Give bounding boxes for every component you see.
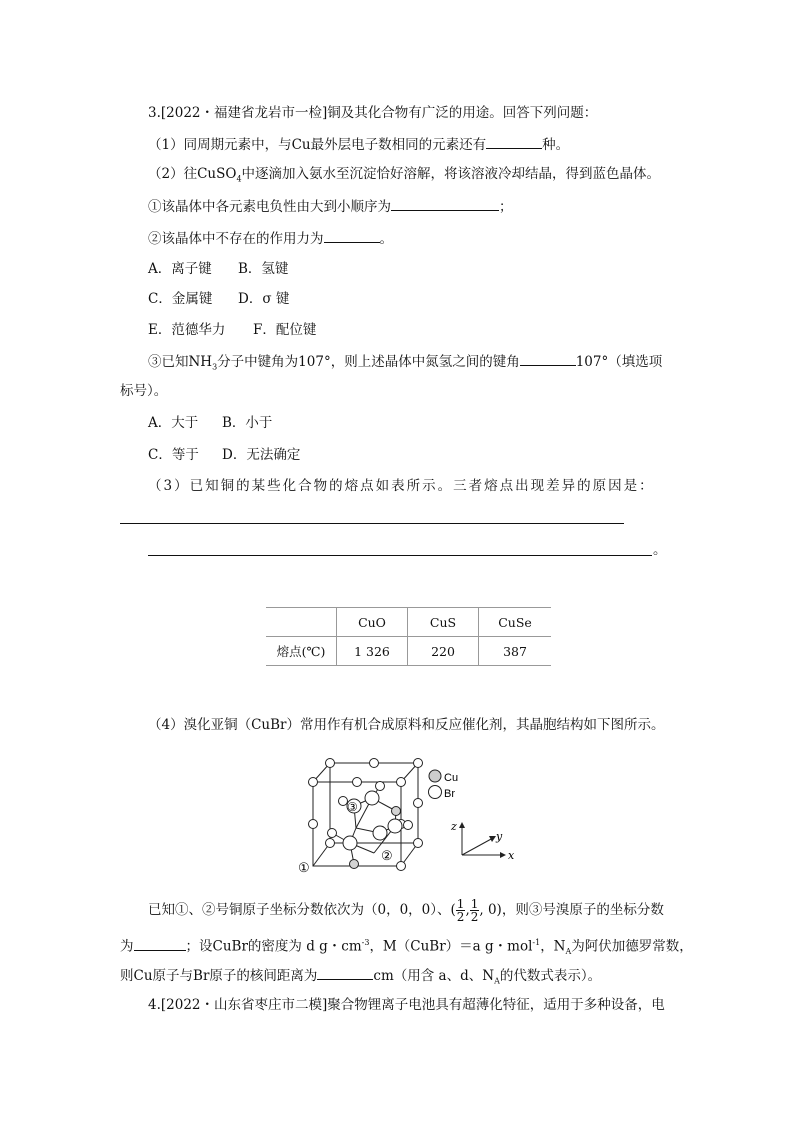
- label-1: ①: [298, 861, 310, 876]
- q3-part2-text: （2）往CuSO: [148, 166, 237, 182]
- table-cell: 220: [408, 637, 479, 666]
- q3-coord-text-b: , 0)，则③号溴原子的坐标分数: [479, 902, 664, 918]
- subscript: 3: [212, 362, 218, 372]
- axis-z-label: z: [451, 820, 457, 833]
- option-D: D．σ 键: [238, 291, 290, 307]
- punct: 。: [379, 231, 393, 247]
- q3-part2-sub2-text: ②该晶体中不存在的作用力为: [148, 231, 324, 247]
- option-B: B．氢键: [238, 261, 289, 277]
- q3-density-line: [120, 934, 693, 961]
- table-row: [266, 637, 551, 666]
- option-C: C．金属键: [148, 291, 213, 307]
- q3-distance-text-b: cm（用含 a、d、N: [373, 968, 495, 984]
- subscript: A: [565, 947, 572, 957]
- q3-density-text-d: ，N: [540, 938, 566, 955]
- table-header-cell: [266, 608, 337, 637]
- q3-part4: （4）溴化亚铜（CuBr）常用作有机合成原料和反应催化剂，其晶胞结构如下图所示。: [148, 717, 665, 733]
- table-header-row: [266, 608, 551, 637]
- frac-den: 2: [470, 910, 479, 924]
- punct: ；: [499, 199, 513, 215]
- label-3: ③: [347, 800, 358, 814]
- q3-density-text-b: ；设CuBr的密度为 d g・cm: [185, 938, 362, 955]
- q3-part1: [148, 135, 569, 154]
- answer-line[interactable]: [148, 555, 652, 556]
- table-cell: 387: [479, 637, 552, 666]
- answer-blank[interactable]: [134, 937, 186, 951]
- q3-part2: [148, 165, 660, 189]
- answer-blank[interactable]: [486, 135, 542, 149]
- frac-num: 1: [456, 897, 465, 911]
- question-3-title: 3.[2022・福建省龙岩市一检]铜及其化合物有广泛的用途。回答下列问题：: [148, 105, 598, 121]
- table-header-cell: CuO: [337, 608, 408, 637]
- superscript: -3: [361, 938, 370, 947]
- q3-part2-sub3-cont: 标号）。: [120, 383, 168, 399]
- q3-coord-line: [148, 898, 664, 923]
- q3-part3: （3）已知铜的某些化合物的熔点如表所示。三者熔点出现差异的原因是：: [148, 478, 655, 494]
- frac-den: 2: [456, 910, 465, 924]
- answer-blank[interactable]: [520, 352, 576, 366]
- subscript: A: [494, 976, 500, 986]
- q3-density-text-e: 为阿伏加德罗常数，: [571, 938, 693, 955]
- q3-distance-text: 则Cu原子与Br原子的核间距离为: [120, 968, 318, 984]
- answer-blank[interactable]: [324, 229, 380, 243]
- axis-y-label: y: [496, 830, 503, 843]
- superscript: -1: [532, 938, 541, 947]
- q3-part2-sub3-text-c: 107°（填选项: [575, 354, 663, 370]
- q3-part2-sub3-text-b: 分子中键角为107°，则上述晶体中氮氢之间的键角: [217, 354, 520, 370]
- q3-part2-sub2: [148, 229, 393, 248]
- table-header-cell: CuSe: [479, 608, 552, 637]
- legend-cu-label: Cu: [444, 772, 459, 784]
- option-F: F．配位键: [253, 322, 317, 338]
- q3-part2-text-b: 中逐滴加入氨水至沉淀恰好溶解，将该溶液冷却结晶，得到蓝色晶体。: [241, 166, 661, 182]
- q3-coord-text: 已知①、②号铜原子坐标分数依次为（0，0，0）、(: [148, 902, 456, 918]
- legend-cu-marker: [429, 770, 441, 782]
- q3-part2-sub3-text: ③已知NH: [148, 354, 213, 370]
- q3-distance-line: [120, 966, 601, 991]
- answer-blank[interactable]: [317, 966, 373, 980]
- answer-line[interactable]: [120, 523, 624, 524]
- q3-part2-sub3: [148, 352, 662, 377]
- cu-atom-2: [350, 860, 359, 869]
- fraction-half: [456, 898, 466, 923]
- punct: ,: [465, 902, 470, 918]
- q3-distance-text-c: 的代数式表示）。: [499, 968, 602, 984]
- table-header-cell: CuS: [408, 608, 479, 637]
- option2-D: D．无法确定: [222, 447, 301, 463]
- q3-part2-sub1-text: ①该晶体中各元素电负性由大到小顺序为: [148, 199, 391, 215]
- fraction-half: [470, 898, 480, 923]
- q3-density-text: 为: [120, 938, 134, 955]
- table-row-label: 熔点(℃): [266, 637, 337, 666]
- crystal-cell-diagram: [296, 756, 526, 876]
- option-E: E．范德华力: [148, 322, 226, 338]
- answer-blank[interactable]: [391, 197, 499, 211]
- question-4-title: 4.[2022・山东省枣庄市二模]聚合物锂离子电池具有超薄化特征，适用于多种设备，电: [148, 997, 665, 1013]
- label-2: ②: [381, 849, 393, 864]
- q3-density-text-c: ，M（CuBr）＝a g・mol: [369, 938, 533, 955]
- q3-part2-sub1: [148, 197, 513, 216]
- punct: 。: [653, 542, 667, 558]
- option2-A: A．大于: [148, 415, 199, 431]
- option2-C: C．等于: [148, 447, 199, 463]
- legend-br-marker: [429, 786, 442, 799]
- option2-B: B．小于: [222, 415, 273, 431]
- axis-x-label: x: [508, 849, 515, 862]
- legend-br-label: Br: [444, 788, 455, 800]
- frac-num: 1: [470, 897, 479, 911]
- option-A: A．离子键: [148, 261, 212, 277]
- q3-part1-text: （1）同周期元素中，与Cu最外层电子数相同的元素还有: [148, 137, 487, 153]
- table-cell: 1 326: [337, 637, 408, 666]
- melting-point-table: [266, 607, 551, 666]
- q3-part1-end: 种。: [542, 137, 570, 153]
- subscript: 4: [236, 174, 242, 184]
